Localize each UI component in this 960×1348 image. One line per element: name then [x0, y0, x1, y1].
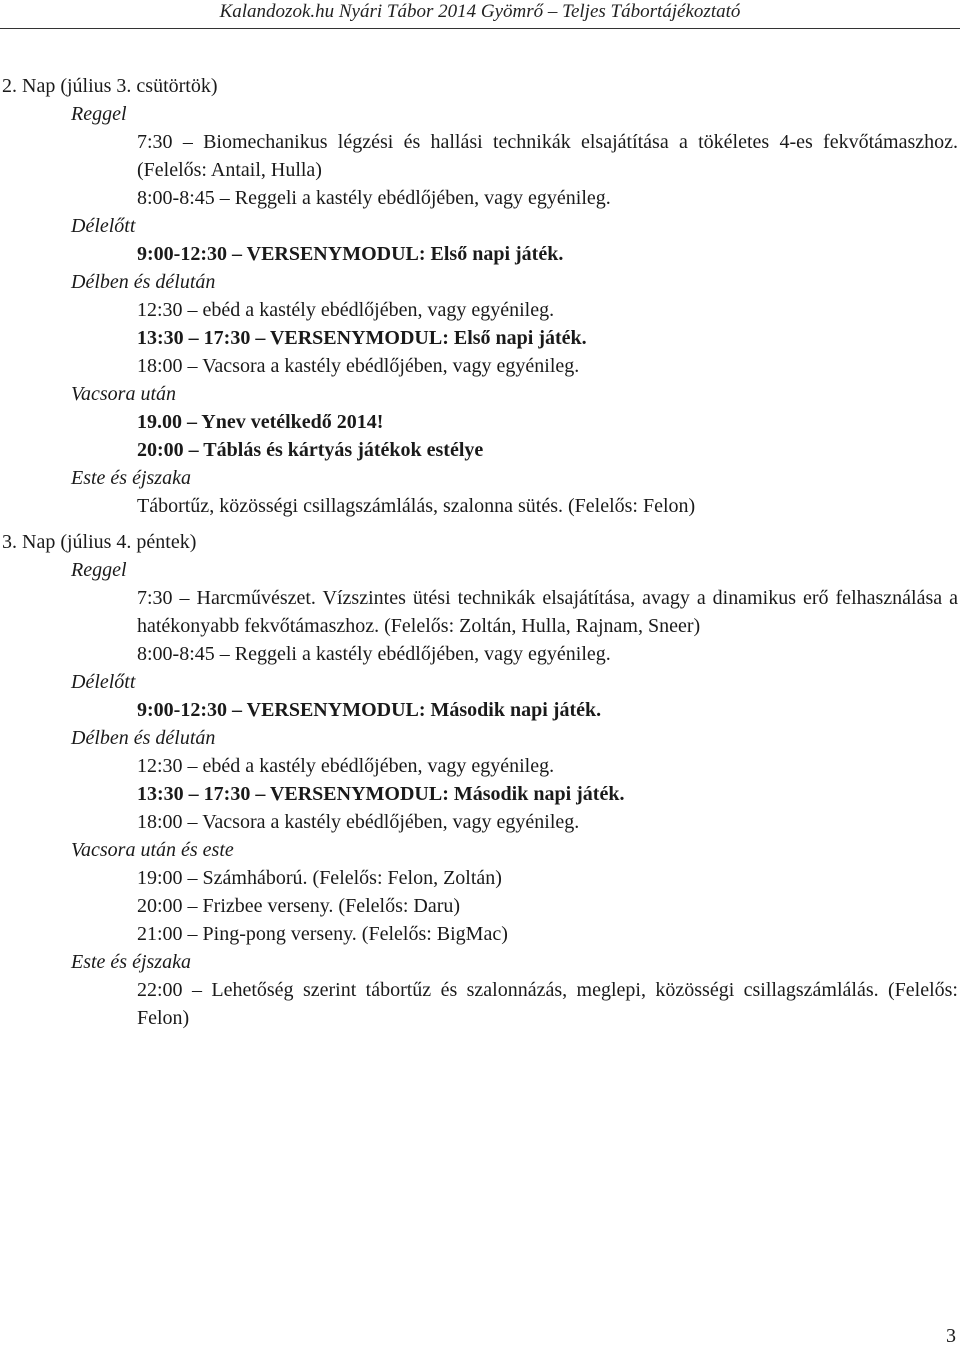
- schedule-item: 19:00 – Számháború. (Felelős: Felon, Zoltán): [137, 867, 502, 889]
- schedule-item: 12:30 – ebéd a kastély ebédlőjében, vagy egyénileg.: [137, 299, 555, 321]
- schedule-item: 9:00-12:30 – VERSENYMODUL: Második napi játék.: [137, 699, 602, 721]
- period-label: Vacsora után és este: [71, 839, 234, 861]
- page-header: Kalandozok.hu Nyári Tábor 2014 Gyömrő – Teljes Tábortájékoztató: [219, 1, 741, 22]
- period-label: Reggel: [71, 103, 127, 125]
- period-label: Este és éjszaka: [71, 467, 191, 489]
- period-label: Délelőtt: [71, 215, 136, 237]
- header-divider: [0, 28, 960, 29]
- day-section: [0, 528, 958, 1032]
- schedule-item: 21:00 – Ping-pong verseny. (Felelős: BigMac): [137, 923, 508, 945]
- period-label: Este és éjszaka: [71, 951, 191, 973]
- schedule-item: 12:30 – ebéd a kastély ebédlőjében, vagy egyénileg.: [137, 755, 555, 777]
- schedule-item: 7:30 – Harcművészet. Vízszintes ütési technikák elsajátítása, avagy a dinamikus erő felhasználása a hatékonyabb fekvőtámaszhoz. (Felelős: Zoltán, Hulla, Rajnam, Sneer): [137, 587, 958, 637]
- schedule-content: [0, 72, 958, 1032]
- schedule-item: 20:00 – Táblás és kártyás játékok estélye: [137, 439, 484, 461]
- schedule-item: 20:00 – Frizbee verseny. (Felelős: Daru): [137, 895, 461, 917]
- schedule-item: 13:30 – 17:30 – VERSENYMODUL: Második napi játék.: [137, 783, 625, 805]
- day-section: [0, 72, 958, 520]
- day-title: 2. Nap (július 3. csütörtök): [2, 75, 218, 97]
- schedule-item: Tábortűz, közösségi csillagszámlálás, szalonna sütés. (Felelős: Felon): [137, 495, 696, 517]
- period-label: Vacsora után: [71, 383, 176, 405]
- period-label: Délben és délután: [71, 727, 216, 749]
- schedule-item: 9:00-12:30 – VERSENYMODUL: Első napi játék.: [137, 243, 564, 265]
- day-title: 3. Nap (július 4. péntek): [2, 531, 197, 553]
- page-number: 3: [946, 1325, 956, 1347]
- period-label: Délben és délután: [71, 271, 216, 293]
- schedule-item: 7:30 – Biomechanikus légzési és hallási technikák elsajátítása a tökéletes 4-es fekvőtámaszhoz. (Felelős: Antail, Hulla): [137, 131, 958, 181]
- period-label: Délelőtt: [71, 671, 136, 693]
- schedule-item: 18:00 – Vacsora a kastély ebédlőjében, vagy egyénileg.: [137, 355, 580, 377]
- schedule-item: 19.00 – Ynev vetélkedő 2014!: [137, 411, 384, 433]
- schedule-item: 8:00-8:45 – Reggeli a kastély ebédlőjében, vagy egyénileg.: [137, 643, 611, 665]
- schedule-item: 8:00-8:45 – Reggeli a kastély ebédlőjében, vagy egyénileg.: [137, 187, 611, 209]
- schedule-item: 18:00 – Vacsora a kastély ebédlőjében, vagy egyénileg.: [137, 811, 580, 833]
- schedule-item: 22:00 – Lehetőség szerint tábortűz és szalonnázás, meglepi, közösségi csillagszámlálás. (Felelős: Felon): [137, 979, 958, 1029]
- day-spacer: [0, 520, 958, 528]
- schedule-item: 13:30 – 17:30 – VERSENYMODUL: Első napi játék.: [137, 327, 587, 349]
- period-label: Reggel: [71, 559, 127, 581]
